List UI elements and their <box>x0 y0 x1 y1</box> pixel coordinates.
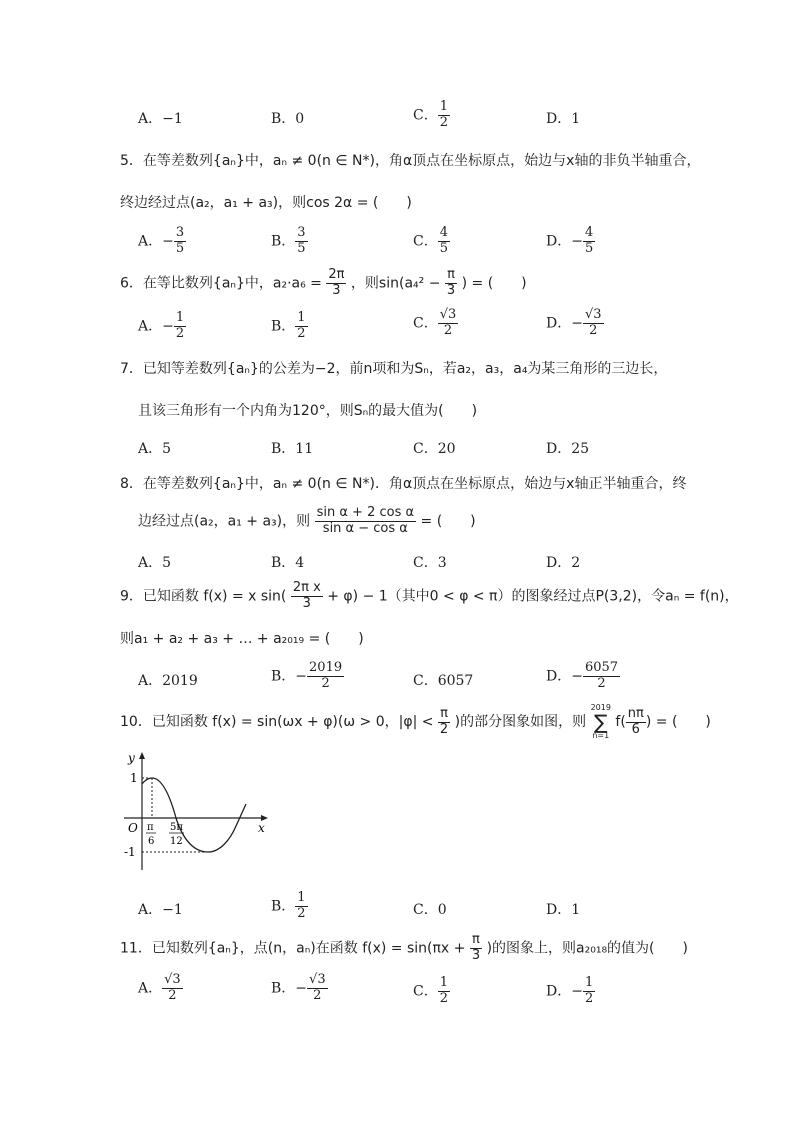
option-letter: C． <box>413 107 438 124</box>
numerator: 3 <box>175 225 185 240</box>
fraction <box>307 661 344 692</box>
numerator: 1 <box>297 310 306 325</box>
origin-label: O <box>128 821 138 835</box>
denominator: 3 <box>302 595 311 611</box>
denominator: 6 <box>631 721 640 737</box>
q10-stem <box>120 704 711 740</box>
fraction <box>438 308 459 339</box>
q5-stem-line2: 终边经过点(a₂，a₁ + a₃)，则cos 2α = ( ) <box>120 195 412 211</box>
fraction <box>626 707 646 738</box>
stem-text: )的部分图象如图，则 <box>454 714 587 730</box>
q6-option-c <box>413 308 458 339</box>
q5-option-c <box>413 226 450 257</box>
numerator: √3 <box>439 307 457 322</box>
denominator: 2 <box>313 987 322 1003</box>
stem-text: = ( ) <box>420 513 476 530</box>
numerator: 1 <box>439 99 448 114</box>
summation-upper: 2019 <box>590 703 611 712</box>
q7-stem-line2: 且该三角形有一个内角为120°，则Sₙ的最大值为( ) <box>138 403 478 419</box>
q10-option-d: D．1 <box>546 902 581 918</box>
option-letter: D．− <box>546 233 583 250</box>
fraction <box>326 268 346 299</box>
option-letter: D．− <box>546 315 583 332</box>
numerator: 1 <box>439 975 448 990</box>
numerator: 2π <box>328 267 345 282</box>
denominator: 2 <box>321 675 330 691</box>
tick-pi-over-6-den: 6 <box>148 836 155 847</box>
fraction <box>295 226 307 257</box>
q6-option-a <box>138 311 186 342</box>
numerator: 1 <box>297 890 306 905</box>
fraction <box>583 976 595 1007</box>
option-letter: C． <box>413 315 438 332</box>
q4-option-b: B．0 <box>271 111 305 127</box>
q11-option-b <box>271 973 328 1004</box>
numerator: π <box>438 707 450 723</box>
stem-text: 9．已知函数 f(x) = x sin( <box>120 588 287 605</box>
denominator: 5 <box>175 240 185 256</box>
q4-option-c <box>413 100 450 131</box>
q6-option-d <box>546 308 604 339</box>
denominator: 5 <box>297 240 306 256</box>
fraction <box>438 976 450 1007</box>
numerator: √3 <box>164 972 181 987</box>
denominator: 3 <box>471 947 481 963</box>
option-letter: B． <box>271 898 296 915</box>
q7-stem-line1: 7．已知等差数列{aₙ}的公差为−2，前n项和为Sₙ，若a₂，a₃，a₄为某三角形的三边长， <box>120 361 668 377</box>
stem-text: ，则sin(a₄² − <box>350 275 441 292</box>
denominator: 2 <box>589 322 598 338</box>
tick-label-neg-one: -1 <box>124 845 136 859</box>
q5-stem-line1: 5．在等差数列{aₙ}中，aₙ ≠ 0(n ∈ N*)，角α顶点在坐标原点，始边与x轴的非负半轴重合， <box>120 153 701 169</box>
option-letter: B．− <box>271 980 308 997</box>
tick-label-one: 1 <box>130 771 138 785</box>
numerator: 4 <box>439 225 448 240</box>
q11-option-d <box>546 976 595 1007</box>
summation <box>591 704 611 740</box>
numerator: sin α + 2 cos α <box>316 505 415 520</box>
fraction <box>307 973 328 1004</box>
tick-5pi-over-12-num: 5π <box>170 822 183 833</box>
q10-option-a: A．−1 <box>138 902 183 918</box>
denominator: sin α − cos α <box>322 520 408 536</box>
q6-stem <box>120 268 527 299</box>
numerator: √3 <box>309 972 326 987</box>
q4-option-d: D．1 <box>546 111 581 127</box>
q5-option-a <box>138 226 186 257</box>
option-letter: A．− <box>138 233 174 250</box>
q8-option-c: C．3 <box>413 555 447 571</box>
stem-text: 11．已知数列{aₙ}，点(n，aₙ)在函数 f(x) = sin(πx + <box>120 940 466 957</box>
denominator: 5 <box>584 240 594 256</box>
numerator: nπ <box>627 705 644 721</box>
y-axis-label: y <box>128 751 135 765</box>
stem-text: ) = ( ) <box>645 714 711 730</box>
denominator: 2 <box>168 987 177 1003</box>
q11-option-a <box>138 973 183 1004</box>
q7-option-d: D．25 <box>546 441 590 457</box>
denominator: 3 <box>332 282 341 298</box>
q8-option-b: B．4 <box>271 555 305 571</box>
q7-option-a: A．5 <box>138 441 172 457</box>
denominator: 2 <box>443 322 453 338</box>
option-letter: A．− <box>138 318 174 335</box>
q10-option-c: C．0 <box>413 902 447 918</box>
q10-sine-graph <box>118 748 278 878</box>
q5-option-b <box>271 226 308 257</box>
summation-lower: n=1 <box>592 731 610 740</box>
numerator: 4 <box>584 225 594 240</box>
numerator: 3 <box>297 225 306 240</box>
numerator: 2π x <box>292 580 321 595</box>
denominator: 2 <box>597 675 606 691</box>
fraction <box>583 308 604 339</box>
q9-stem-line1 <box>120 581 739 612</box>
stem-text: 边经过点(a₂，a₁ + a₃)，则 <box>138 513 311 530</box>
denominator: 2 <box>297 905 306 921</box>
y-axis-arrow <box>139 752 145 759</box>
sine-curve <box>142 778 246 852</box>
stem-text: 6．在等比数列{aₙ}中，a₂·a₆ = <box>120 275 322 292</box>
option-letter: C． <box>413 983 438 1000</box>
option-letter: D．− <box>546 668 583 685</box>
fraction <box>438 226 450 257</box>
numerator: π <box>470 933 482 949</box>
numerator: 1 <box>584 975 594 990</box>
q9-option-a: A．2019 <box>138 673 198 689</box>
q8-stem-line2 <box>138 506 476 537</box>
option-letter: D．− <box>546 983 583 1000</box>
q9-option-b <box>271 661 344 692</box>
fraction <box>445 268 457 299</box>
q8-option-d: D．2 <box>546 555 581 571</box>
q4-option-a: A．−1 <box>138 111 183 127</box>
stem-text: f( <box>615 714 626 730</box>
stem-text: )的图象上，则a₂₀₁₈的值为( ) <box>486 940 688 957</box>
q9-option-c: C．6057 <box>413 673 474 689</box>
denominator: 2 <box>297 325 306 341</box>
q11-stem <box>120 933 688 964</box>
x-axis-label: x <box>258 821 265 835</box>
fraction <box>291 581 323 612</box>
numerator: 1 <box>175 310 185 325</box>
q7-option-c: C．20 <box>413 441 456 457</box>
fraction <box>162 973 183 1004</box>
option-letter: B． <box>271 233 296 250</box>
sigma-symbol: ∑ <box>594 710 608 734</box>
q9-stem-line2: 则a₁ + a₂ + a₃ + … + a₂₀₁₉ = ( ) <box>120 631 364 647</box>
option-letter: B． <box>271 318 296 335</box>
option-letter: C． <box>413 233 438 250</box>
option-letter: A． <box>138 980 163 997</box>
fraction <box>174 311 186 342</box>
option-letter: B．− <box>271 668 308 685</box>
fraction <box>583 226 595 257</box>
denominator: 2 <box>175 325 185 341</box>
fraction <box>315 506 416 537</box>
fraction <box>295 311 307 342</box>
numerator: π <box>445 268 457 284</box>
q7-option-b: B．11 <box>271 441 314 457</box>
denominator: 5 <box>439 240 448 256</box>
denominator: 3 <box>446 282 456 298</box>
q10-option-b <box>271 891 308 922</box>
fraction <box>438 707 450 738</box>
numerator: √3 <box>584 307 602 322</box>
fraction <box>470 933 482 964</box>
q6-option-b <box>271 311 308 342</box>
q9-option-d <box>546 661 620 692</box>
denominator: 2 <box>439 721 449 737</box>
numerator: 2019 <box>309 660 343 675</box>
q5-option-d <box>546 226 595 257</box>
fraction <box>438 100 450 131</box>
stem-text: 10．已知函数 f(x) = sin(ωx + φ)(ω > 0，|φ| < <box>120 714 434 730</box>
q8-stem-line1: 8．在等差数列{aₙ}中，aₙ ≠ 0(n ∈ N*)．角α顶点在坐标原点，始边与x轴正半轴重合，终 <box>120 476 687 492</box>
q8-option-a: A．5 <box>138 555 172 571</box>
denominator: 2 <box>584 990 594 1006</box>
tick-5pi-over-12-den: 12 <box>170 836 183 847</box>
denominator: 2 <box>439 990 448 1006</box>
numerator: 6057 <box>584 660 619 675</box>
fraction <box>295 891 307 922</box>
stem-text: ) = ( ) <box>461 275 527 292</box>
fraction <box>583 661 620 692</box>
q11-option-c <box>413 976 450 1007</box>
fraction <box>174 226 186 257</box>
denominator: 2 <box>439 114 448 130</box>
stem-text: + φ) − 1（其中0 < φ < π）的图象经过点P(3,2)，令aₙ = f(n)， <box>327 588 739 605</box>
tick-pi-over-6-num: π <box>147 822 154 833</box>
